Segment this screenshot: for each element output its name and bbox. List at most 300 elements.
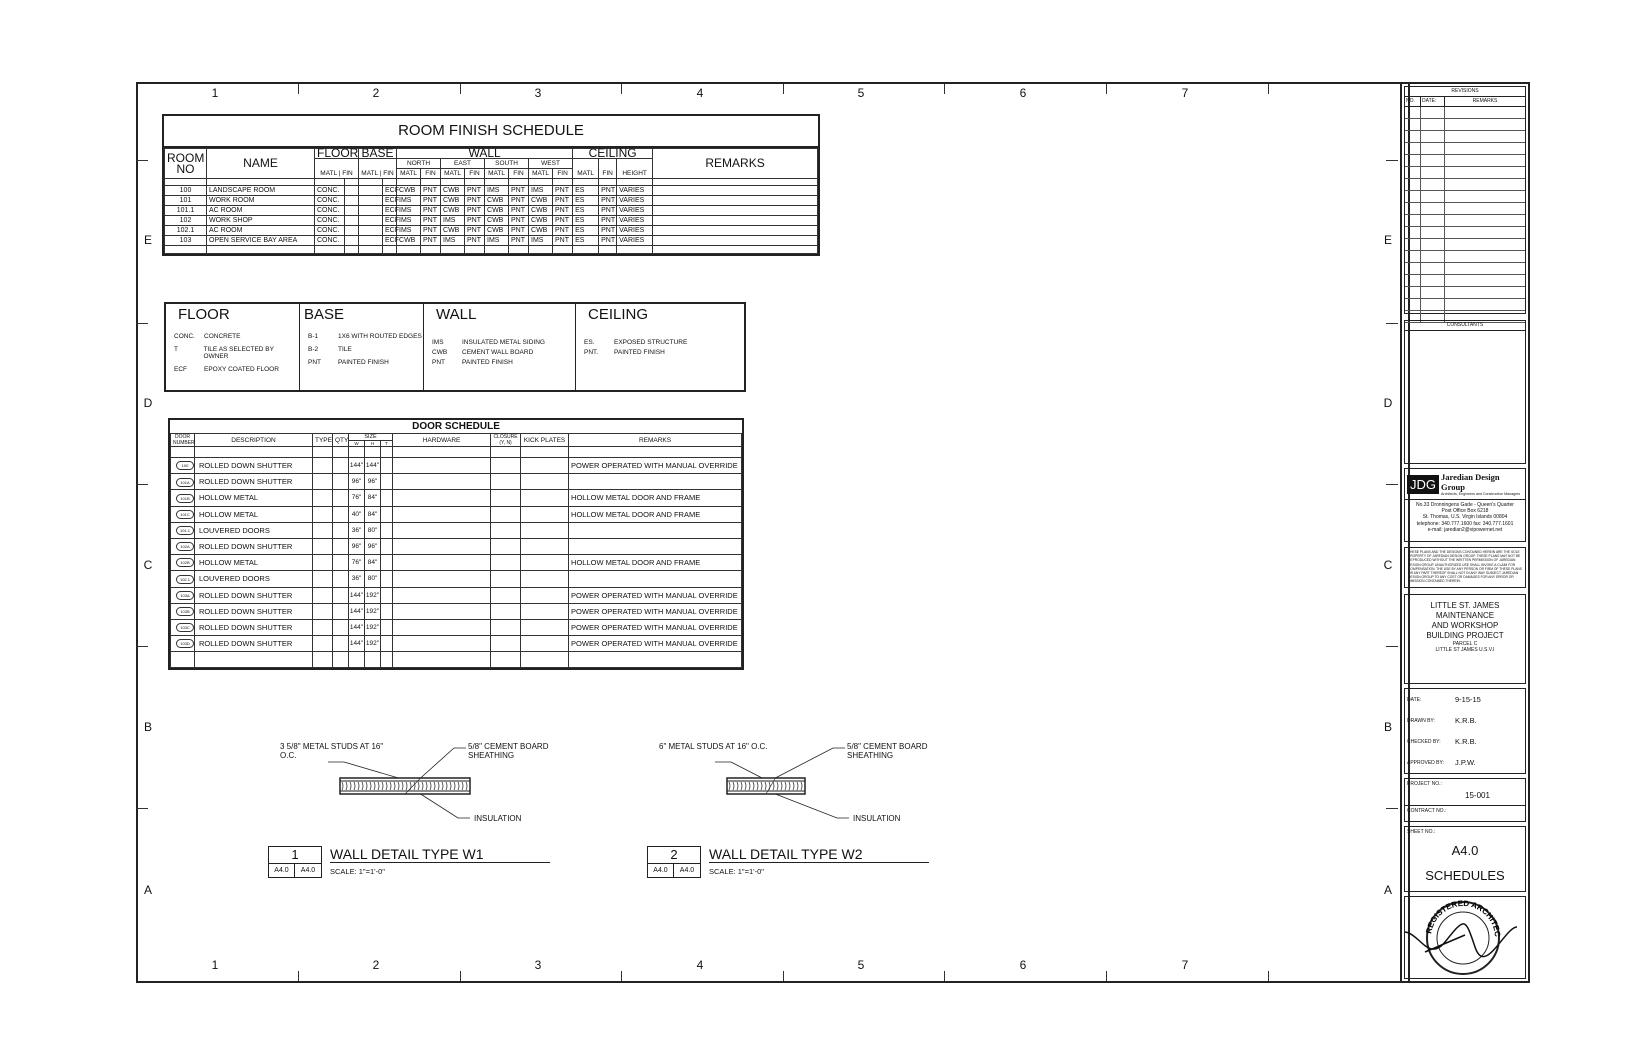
grid-letter-left: E bbox=[143, 233, 152, 247]
room-finish-cell bbox=[421, 246, 441, 254]
door-schedule-rows bbox=[171, 447, 742, 668]
revision-remarks-cell bbox=[1445, 215, 1525, 226]
room-finish-cell: ECF bbox=[383, 186, 397, 196]
col-door-remarks: REMARKS bbox=[569, 434, 742, 447]
legend-floor-item bbox=[174, 333, 299, 340]
grid-tick bbox=[1106, 971, 1107, 981]
grid-tick bbox=[783, 971, 784, 981]
south-fin: FIN bbox=[509, 169, 529, 179]
room-finish-rows bbox=[165, 179, 818, 254]
room-finish-cell: AC ROOM bbox=[207, 206, 315, 216]
room-finish-cell: PNT bbox=[509, 226, 529, 236]
room-finish-cell: CONC. bbox=[315, 236, 345, 246]
door-height: 96" bbox=[365, 474, 381, 490]
door-remarks bbox=[569, 538, 742, 554]
legend-ceiling-item bbox=[584, 349, 744, 356]
room-finish-cell: PNT bbox=[465, 206, 485, 216]
room-finish-row bbox=[165, 236, 818, 246]
col-description: DESCRIPTION bbox=[195, 434, 313, 447]
wall-west: WEST bbox=[529, 159, 573, 169]
door-qty bbox=[333, 506, 349, 522]
stud-label: 3 5/8" METAL STUDS AT 16" O.C. bbox=[280, 742, 384, 760]
door-description: ROLLED DOWN SHUTTER bbox=[195, 538, 313, 554]
room-finish-cell: CWB bbox=[485, 196, 509, 206]
door-schedule-blank-row bbox=[171, 652, 742, 668]
col-kick-plates: KICK PLATES bbox=[521, 434, 569, 447]
door-remarks bbox=[569, 474, 742, 490]
room-finish-cell bbox=[345, 226, 359, 236]
door-description: ROLLED DOWN SHUTTER bbox=[195, 603, 313, 619]
revision-remarks-cell bbox=[1445, 251, 1525, 262]
room-finish-cell: VARIES bbox=[617, 236, 653, 246]
grid-letter-left: C bbox=[143, 558, 153, 572]
base-matl: MATL bbox=[361, 170, 378, 177]
sheet-title: SCHEDULES bbox=[1425, 868, 1505, 883]
revision-date-cell bbox=[1421, 203, 1445, 214]
room-finish-cell bbox=[359, 206, 383, 216]
architect-seal bbox=[1405, 897, 1525, 978]
legend-base-code: B-2 bbox=[308, 346, 319, 353]
door-height: 192" bbox=[365, 587, 381, 603]
door-description: ROLLED DOWN SHUTTER bbox=[195, 458, 313, 474]
legend-wall-code: PNT bbox=[432, 359, 445, 366]
legend-wall-code: CWB bbox=[432, 349, 448, 356]
door-cell bbox=[381, 447, 393, 458]
drawn-label: DRAWN BY: bbox=[1407, 717, 1435, 724]
door-hardware bbox=[393, 636, 491, 652]
revision-row bbox=[1405, 107, 1525, 119]
door-description: HOLLOW METAL bbox=[195, 490, 313, 506]
door-hardware bbox=[393, 555, 491, 571]
revision-remarks-cell bbox=[1445, 239, 1525, 250]
revision-remarks-cell bbox=[1445, 191, 1525, 202]
room-finish-cell: IMS bbox=[441, 216, 465, 226]
room-finish-cell bbox=[653, 226, 818, 236]
stud-label: 6" METAL STUDS AT 16" O.C. bbox=[659, 742, 768, 751]
room-finish-cell bbox=[573, 179, 599, 186]
door-width: 36" bbox=[349, 571, 365, 587]
revision-date-cell bbox=[1421, 263, 1445, 274]
door-height: 192" bbox=[365, 619, 381, 635]
room-finish-cell: PNT bbox=[465, 216, 485, 226]
room-finish-spacer-row bbox=[165, 179, 818, 186]
insulation-pattern bbox=[729, 782, 802, 790]
revision-remarks-cell bbox=[1445, 227, 1525, 238]
room-finish-cell bbox=[345, 179, 359, 186]
room-finish-schedule-title: ROOM FINISH SCHEDULE bbox=[164, 116, 818, 148]
room-finish-cell: CWB bbox=[441, 186, 465, 196]
door-description: ROLLED DOWN SHUTTER bbox=[195, 474, 313, 490]
detail-number: 1 bbox=[268, 846, 322, 864]
north-matl: MATL bbox=[397, 169, 421, 179]
legend-floor-title: FLOOR bbox=[178, 306, 230, 323]
door-tag-cell bbox=[171, 474, 195, 490]
revision-date-cell bbox=[1421, 215, 1445, 226]
info-row-drawn bbox=[1405, 710, 1525, 731]
door-qty bbox=[333, 555, 349, 571]
revision-row bbox=[1405, 191, 1525, 203]
door-kick-plates bbox=[521, 490, 569, 506]
grid-tick bbox=[944, 971, 945, 981]
room-finish-cell: PNT bbox=[465, 186, 485, 196]
room-finish-cell: CWB bbox=[485, 216, 509, 226]
door-tag: 103A bbox=[176, 591, 194, 600]
legend-base-item bbox=[308, 346, 423, 353]
revision-row bbox=[1405, 287, 1525, 299]
legend-wall-title: WALL bbox=[436, 306, 477, 323]
door-remarks bbox=[569, 571, 742, 587]
door-schedule-row bbox=[171, 619, 742, 635]
door-hardware bbox=[393, 506, 491, 522]
revision-rows bbox=[1405, 107, 1525, 323]
door-tag: 103C bbox=[176, 623, 194, 632]
detail-scale: SCALE: 1"=1'-0" bbox=[709, 867, 764, 876]
revision-no-cell bbox=[1405, 251, 1421, 262]
project-number: 15-001 bbox=[1465, 791, 1490, 800]
room-finish-cell bbox=[617, 246, 653, 254]
door-tag: 103B bbox=[176, 607, 194, 616]
door-remarks: POWER OPERATED WITH MANUAL OVERRIDE bbox=[569, 636, 742, 652]
revision-no-cell bbox=[1405, 239, 1421, 250]
door-cell bbox=[569, 447, 742, 458]
room-finish-cell: WORK ROOM bbox=[207, 196, 315, 206]
firm-logo: JDG bbox=[1407, 475, 1439, 494]
door-remarks: HOLLOW METAL DOOR AND FRAME bbox=[569, 506, 742, 522]
legend-wall-item bbox=[432, 339, 575, 346]
contract-number-label: CONTRACT NO.: bbox=[1407, 808, 1447, 814]
door-kick-plates bbox=[521, 555, 569, 571]
room-finish-cell: CWB bbox=[529, 226, 553, 236]
ceiling-height: HEIGHT bbox=[617, 159, 653, 179]
legend-wall bbox=[424, 304, 576, 390]
room-finish-cell: PNT bbox=[599, 196, 617, 206]
room-finish-cell bbox=[345, 206, 359, 216]
door-schedule-row bbox=[171, 506, 742, 522]
room-finish-cell bbox=[573, 246, 599, 254]
grid-number-bottom: 5 bbox=[857, 958, 865, 972]
door-thickness bbox=[381, 555, 393, 571]
room-finish-empty-row bbox=[165, 246, 818, 254]
legend-base-item bbox=[308, 333, 423, 340]
room-finish-cell: PNT bbox=[599, 206, 617, 216]
door-tag: 102B bbox=[176, 558, 194, 567]
room-finish-cell bbox=[653, 206, 818, 216]
firm-address-line: e-mail: jaredian2@vipowernet.net bbox=[1427, 526, 1503, 533]
room-finish-cell: PNT bbox=[599, 236, 617, 246]
room-finish-row bbox=[165, 206, 818, 216]
grid-letter-right: C bbox=[1383, 558, 1393, 572]
door-thickness bbox=[381, 587, 393, 603]
door-closure bbox=[491, 636, 521, 652]
room-finish-cell bbox=[207, 179, 315, 186]
east-matl: MATL bbox=[441, 169, 465, 179]
door-schedule-row bbox=[171, 474, 742, 490]
col-t: T bbox=[381, 441, 393, 447]
door-description: ROLLED DOWN SHUTTER bbox=[195, 619, 313, 635]
wall-section-drawing bbox=[647, 740, 977, 830]
door-cell bbox=[393, 652, 491, 668]
revision-row bbox=[1405, 275, 1525, 287]
room-finish-cell: ES bbox=[573, 196, 599, 206]
col-qty: QTY bbox=[333, 434, 349, 447]
revision-date-cell bbox=[1421, 143, 1445, 154]
room-finish-cell bbox=[485, 246, 509, 254]
door-cell bbox=[333, 447, 349, 458]
north-fin: FIN bbox=[421, 169, 441, 179]
door-remarks: HOLLOW METAL DOOR AND FRAME bbox=[569, 555, 742, 571]
revision-remarks-cell bbox=[1445, 263, 1525, 274]
room-finish-cell: PNT bbox=[599, 216, 617, 226]
col-remarks: REMARKS bbox=[653, 149, 818, 179]
rev-remarks-header: REMARKS bbox=[1472, 98, 1498, 104]
room-finish-cell: IMS bbox=[397, 206, 421, 216]
detail-sheet-ref: A4.0 bbox=[294, 863, 322, 878]
revision-remarks-cell bbox=[1445, 143, 1525, 154]
door-kick-plates bbox=[521, 522, 569, 538]
room-finish-cell bbox=[529, 246, 553, 254]
room-finish-cell: CONC. bbox=[315, 226, 345, 236]
finish-legend bbox=[164, 302, 746, 392]
revisions-header bbox=[1405, 97, 1525, 107]
door-hardware bbox=[393, 538, 491, 554]
grid-tick bbox=[944, 84, 945, 94]
room-finish-cell: IMS bbox=[397, 216, 421, 226]
stud-leader bbox=[715, 762, 762, 778]
room-finish-cell: LANDSCAPE ROOM bbox=[207, 186, 315, 196]
wall-detail bbox=[647, 740, 977, 880]
revision-remarks-cell bbox=[1445, 275, 1525, 286]
revision-date-cell bbox=[1421, 179, 1445, 190]
door-remarks: POWER OPERATED WITH MANUAL OVERRIDE bbox=[569, 619, 742, 635]
room-finish-cell: CWB bbox=[529, 216, 553, 226]
legend-ceiling bbox=[576, 304, 744, 390]
legend-base-title: BASE bbox=[304, 306, 345, 323]
ceiling-fin: FIN bbox=[599, 159, 617, 179]
grid-number-bottom: 7 bbox=[1181, 958, 1189, 972]
grid-tick bbox=[136, 484, 148, 485]
revision-no-cell bbox=[1405, 227, 1421, 238]
door-qty bbox=[333, 474, 349, 490]
door-cell bbox=[381, 652, 393, 668]
grid-tick bbox=[1386, 646, 1398, 647]
legend-wall-items bbox=[424, 339, 575, 366]
room-finish-cell: ES bbox=[573, 206, 599, 216]
door-tag-cell bbox=[171, 458, 195, 474]
revision-remarks-cell bbox=[1445, 119, 1525, 130]
firm-header bbox=[1405, 469, 1525, 500]
firm-tagline: Architects, Engineers and Construction Managers bbox=[1441, 492, 1521, 496]
room-finish-cell bbox=[465, 179, 485, 186]
door-description: HOLLOW METAL bbox=[195, 555, 313, 571]
room-finish-cell: IMS bbox=[529, 186, 553, 196]
legend-base-item bbox=[308, 359, 423, 366]
door-thickness bbox=[381, 458, 393, 474]
door-remarks: HOLLOW METAL DOOR AND FRAME bbox=[569, 490, 742, 506]
grid-tick bbox=[621, 84, 622, 94]
room-finish-cell: VARIES bbox=[617, 196, 653, 206]
sheathing-leader bbox=[421, 748, 466, 778]
room-finish-cell bbox=[359, 216, 383, 226]
door-schedule-title: DOOR SCHEDULE bbox=[412, 421, 500, 432]
legend-wall-desc: INSULATED METAL SIDING bbox=[462, 339, 545, 346]
door-schedule-row bbox=[171, 522, 742, 538]
grid-tick bbox=[1106, 84, 1107, 94]
grid-tick bbox=[1386, 323, 1398, 324]
room-finish-cell bbox=[441, 179, 465, 186]
south-matl: MATL bbox=[485, 169, 509, 179]
legend-floor-item bbox=[174, 366, 299, 373]
door-tag: 101C bbox=[176, 510, 194, 519]
room-finish-cell bbox=[553, 246, 573, 254]
door-type bbox=[313, 555, 333, 571]
room-finish-cell: IMS bbox=[485, 186, 509, 196]
west-fin: FIN bbox=[553, 169, 573, 179]
room-finish-cell bbox=[359, 196, 383, 206]
drawing-info-box bbox=[1404, 688, 1526, 774]
door-tag: 103D bbox=[176, 639, 194, 648]
door-closure bbox=[491, 571, 521, 587]
door-cell bbox=[491, 447, 521, 458]
grid-tick bbox=[298, 84, 299, 94]
door-schedule-row bbox=[171, 538, 742, 554]
room-finish-cell: PNT bbox=[553, 226, 573, 236]
legend-floor-code: ECF bbox=[174, 366, 187, 373]
room-finish-cell bbox=[465, 246, 485, 254]
room-finish-cell: CWB bbox=[441, 226, 465, 236]
revision-row bbox=[1405, 167, 1525, 179]
revision-no-cell bbox=[1405, 143, 1421, 154]
room-finish-cell: PNT bbox=[553, 236, 573, 246]
room-finish-cell bbox=[599, 246, 617, 254]
room-finish-cell bbox=[359, 179, 383, 186]
west-matl: MATL bbox=[529, 169, 553, 179]
revision-row bbox=[1405, 203, 1525, 215]
revision-row bbox=[1405, 143, 1525, 155]
room-finish-cell bbox=[165, 246, 207, 254]
revision-date-cell bbox=[1421, 299, 1445, 310]
room-finish-cell bbox=[617, 179, 653, 186]
door-type bbox=[313, 506, 333, 522]
detail-sheet-ref: A4.0 bbox=[647, 863, 674, 878]
consultants-title: CONSULTANTS bbox=[1405, 321, 1525, 331]
door-tag-cell bbox=[171, 619, 195, 635]
room-finish-cell bbox=[653, 179, 818, 186]
room-finish-cell: CWB bbox=[485, 206, 509, 216]
grid-tick bbox=[460, 971, 461, 981]
room-finish-cell: 103 bbox=[165, 236, 207, 246]
revision-no-cell bbox=[1405, 263, 1421, 274]
door-description: LOUVERED DOORS bbox=[195, 571, 313, 587]
room-finish-cell bbox=[653, 246, 818, 254]
revision-no-cell bbox=[1405, 275, 1421, 286]
revision-row bbox=[1405, 215, 1525, 227]
grid-letter-left: D bbox=[143, 396, 153, 410]
project-name-line: LITTLE ST. JAMES bbox=[1430, 601, 1500, 610]
grid-tick bbox=[136, 646, 148, 647]
grid-number-top: 2 bbox=[372, 86, 380, 100]
revision-no-cell bbox=[1405, 215, 1421, 226]
east-fin: FIN bbox=[465, 169, 485, 179]
room-finish-cell: ECF bbox=[383, 206, 397, 216]
door-width: 96" bbox=[349, 474, 365, 490]
door-schedule-row bbox=[171, 490, 742, 506]
door-height: 96" bbox=[365, 538, 381, 554]
rev-no-header: NO. bbox=[1405, 97, 1421, 106]
door-closure bbox=[491, 522, 521, 538]
revision-no-cell bbox=[1405, 119, 1421, 130]
detail-sheet-ref: A4.0 bbox=[268, 863, 295, 878]
door-schedule-table bbox=[170, 433, 742, 668]
room-finish-cell: ECF bbox=[383, 216, 397, 226]
col-closure: CLOSURE (Y, N) bbox=[491, 434, 521, 447]
door-hardware bbox=[393, 587, 491, 603]
col-base: BASE bbox=[359, 149, 397, 159]
grid-letter-right: E bbox=[1383, 233, 1392, 247]
revision-no-cell bbox=[1405, 299, 1421, 310]
door-remarks: POWER OPERATED WITH MANUAL OVERRIDE bbox=[569, 587, 742, 603]
room-finish-cell: CWB bbox=[397, 186, 421, 196]
col-h: H bbox=[365, 441, 381, 447]
legend-ceiling-code: PNT. bbox=[584, 349, 599, 356]
room-finish-cell bbox=[397, 179, 421, 186]
door-qty bbox=[333, 587, 349, 603]
room-finish-cell bbox=[653, 236, 818, 246]
room-finish-cell: VARIES bbox=[617, 206, 653, 216]
door-schedule-row bbox=[171, 587, 742, 603]
legend-wall-code: IMS bbox=[432, 339, 444, 346]
room-finish-cell: CWB bbox=[529, 196, 553, 206]
grid-tick bbox=[1386, 160, 1398, 161]
room-finish-cell: PNT bbox=[509, 206, 529, 216]
revision-date-cell bbox=[1421, 275, 1445, 286]
door-kick-plates bbox=[521, 474, 569, 490]
door-remarks: POWER OPERATED WITH MANUAL OVERRIDE bbox=[569, 458, 742, 474]
door-type bbox=[313, 603, 333, 619]
room-finish-row bbox=[165, 186, 818, 196]
room-finish-cell bbox=[207, 246, 315, 254]
col-size: SIZE bbox=[349, 434, 393, 441]
legend-ceiling-items bbox=[576, 339, 744, 356]
col-door-number: DOOR NUMBER bbox=[171, 434, 195, 447]
room-finish-cell bbox=[653, 196, 818, 206]
door-schedule bbox=[168, 418, 744, 670]
sheathing-label: 5/8" CEMENT BOARD SHEATHING bbox=[847, 742, 928, 760]
detail-scale: SCALE: 1"=1'-0" bbox=[330, 867, 385, 876]
door-description: LOUVERED DOORS bbox=[195, 522, 313, 538]
room-finish-cell: OPEN SERVICE BAY AREA bbox=[207, 236, 315, 246]
revision-remarks-cell bbox=[1445, 155, 1525, 166]
room-finish-cell: PNT bbox=[553, 216, 573, 226]
door-cell bbox=[333, 652, 349, 668]
revision-remarks-cell bbox=[1445, 287, 1525, 298]
legend-floor-item bbox=[174, 346, 299, 360]
revision-no-cell bbox=[1405, 155, 1421, 166]
room-finish-cell bbox=[383, 179, 397, 186]
room-finish-cell: PNT bbox=[509, 196, 529, 206]
insulation-label: INSULATION bbox=[474, 814, 522, 823]
door-hardware bbox=[393, 474, 491, 490]
room-finish-cell: 100 bbox=[165, 186, 207, 196]
room-finish-cell bbox=[509, 246, 529, 254]
door-height: 84" bbox=[365, 555, 381, 571]
room-finish-cell: PNT bbox=[465, 226, 485, 236]
door-tag-cell bbox=[171, 522, 195, 538]
revision-row bbox=[1405, 179, 1525, 191]
floor-matl: MATL bbox=[320, 170, 337, 177]
info-row-date bbox=[1405, 689, 1525, 710]
room-finish-cell bbox=[345, 246, 359, 254]
room-finish-cell bbox=[359, 226, 383, 236]
